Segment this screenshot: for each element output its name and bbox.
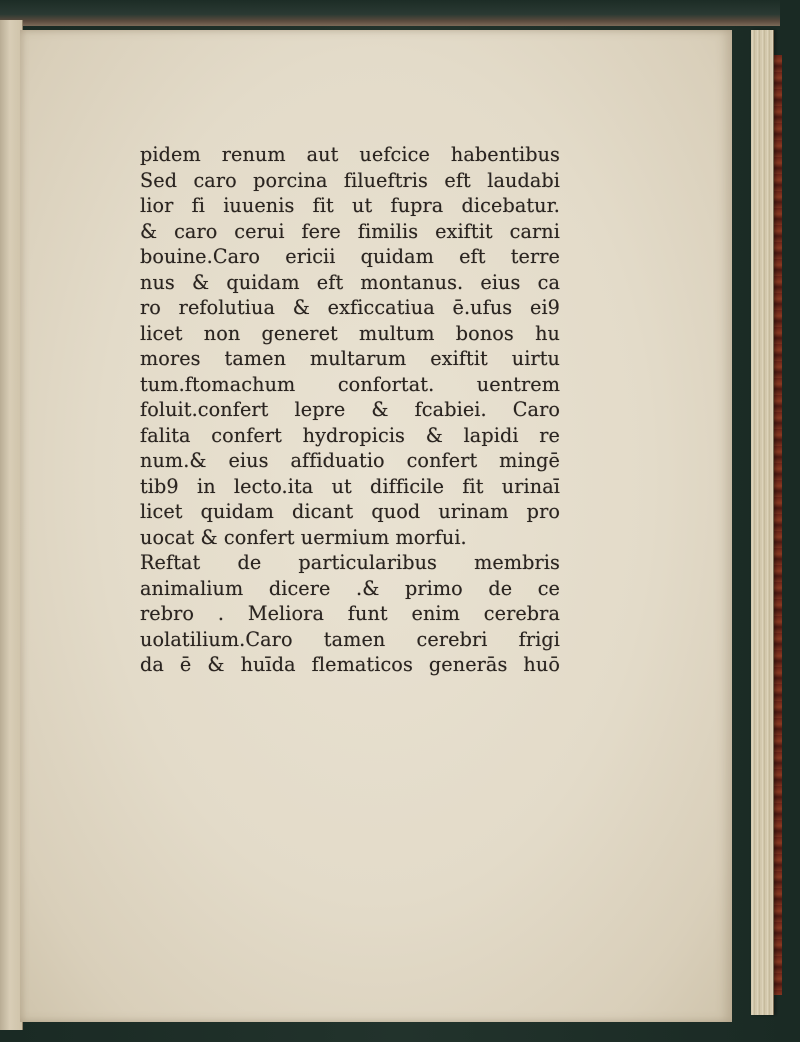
manuscript-page [20, 30, 732, 1022]
text-block [140, 142, 560, 678]
text-line: tib9 in lecto.ita ut difficile fit urinaī [140, 474, 560, 498]
stacked-page-edges [751, 30, 774, 1015]
text-line: nus & quidam eft montanus. eius ca [140, 270, 560, 294]
text-line: animalium dicere .& primo de ce [140, 576, 560, 600]
text-line: pidem renum aut uefcice habentibus [140, 143, 560, 166]
background-right [780, 0, 800, 1042]
text-line: falita confert hydropicis & lapidi re [140, 423, 560, 447]
text-line: tum.ftomachum confortat. uentrem [140, 372, 560, 396]
text-line: Reftat de particularibus membris [140, 551, 560, 574]
text-line: rebro . Meliora funt enim cerebra [140, 602, 560, 625]
text-line: lior fi iuuenis fit ut fupra dicebatur. [140, 194, 560, 217]
text-line: uocat & confert uermium morfui. [140, 525, 467, 549]
text-line: licet non generet multum bonos hu [140, 321, 560, 345]
text-line: num.& eius affiduatio confert mingē [140, 449, 560, 472]
text-line: ro refolutiua & exficcatiua ē.ufus ei9 [140, 296, 560, 319]
text-line: mores tamen multarum exiftit uirtu [140, 347, 560, 370]
text-line: bouine.Caro ericii quidam eft terre [140, 245, 560, 268]
text-line: da ē & huīda flematicos generās huō [140, 653, 560, 676]
text-line: Sed caro porcina filueftris eft laudabi [140, 168, 560, 192]
text-line: licet quidam dicant quod urinam pro [140, 500, 560, 523]
text-line: & caro cerui fere fimilis exiftit carni [140, 219, 560, 243]
binding-top-edge [0, 0, 800, 26]
text-line: uolatilium.Caro tamen cerebri frigi [140, 627, 560, 651]
text-line: foluit.confert lepre & fcabiei. Caro [140, 398, 560, 421]
